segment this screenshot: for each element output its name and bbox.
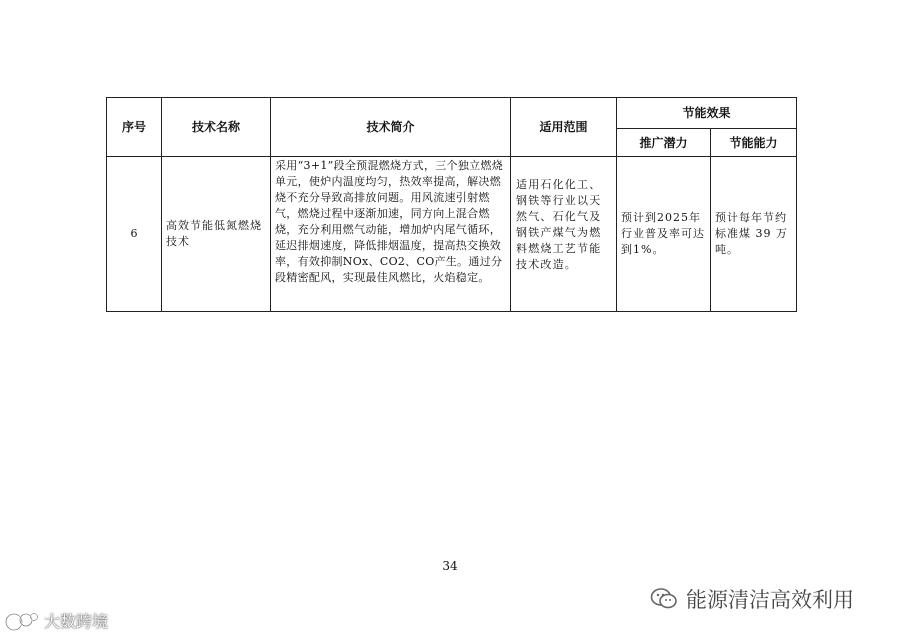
watermark-brand	[4, 609, 108, 632]
cell-index: 6	[107, 157, 162, 312]
watermark-account	[650, 584, 854, 614]
cell-capacity: 预计每年节约标准煤 39 万吨。	[711, 157, 797, 312]
header-effect: 节能效果	[617, 98, 797, 129]
cell-tech-intro: 采用“3+1”段全预混燃烧方式，三个独立燃烧单元，使炉内温度均匀，热效率提高，解决燃烧不充分导致高排放问题。用风流速引射燃气，燃烧过程中逐渐加速，同方向上混合燃烧，充分利用燃气动能，增加炉内尾气循环，延迟排烟速度，降低排烟温度，提高热交换效率，有效抑制NOx、CO2、CO产生。通过分段精密配风，实现最佳风燃比，火焰稳定。	[271, 157, 511, 312]
cell-scope: 适用石化化工、钢铁等行业以天然气、石化气及钢铁产煤气为燃料燃烧工艺节能技术改造。	[511, 157, 617, 312]
watermark-brand-name: 大数跨境	[44, 612, 109, 631]
header-index: 序号	[107, 98, 162, 157]
page-number: 34	[442, 559, 458, 573]
technology-table	[106, 97, 797, 312]
watermark-account-name: 能源清洁高效利用	[686, 588, 854, 612]
header-tech-name: 技术名称	[162, 98, 271, 157]
header-tech-intro: 技术简介	[271, 98, 511, 157]
brand-logo-icon	[4, 610, 40, 632]
header-scope: 适用范围	[511, 98, 617, 157]
header-capacity: 节能能力	[711, 129, 797, 157]
wechat-icon	[650, 587, 678, 611]
header-potential: 推广潜力	[617, 129, 711, 157]
table-row	[107, 157, 797, 312]
cell-potential: 预计到2025年行业普及率可达到1%。	[617, 157, 711, 312]
cell-tech-name: 高效节能低氮燃烧技术	[162, 157, 271, 312]
